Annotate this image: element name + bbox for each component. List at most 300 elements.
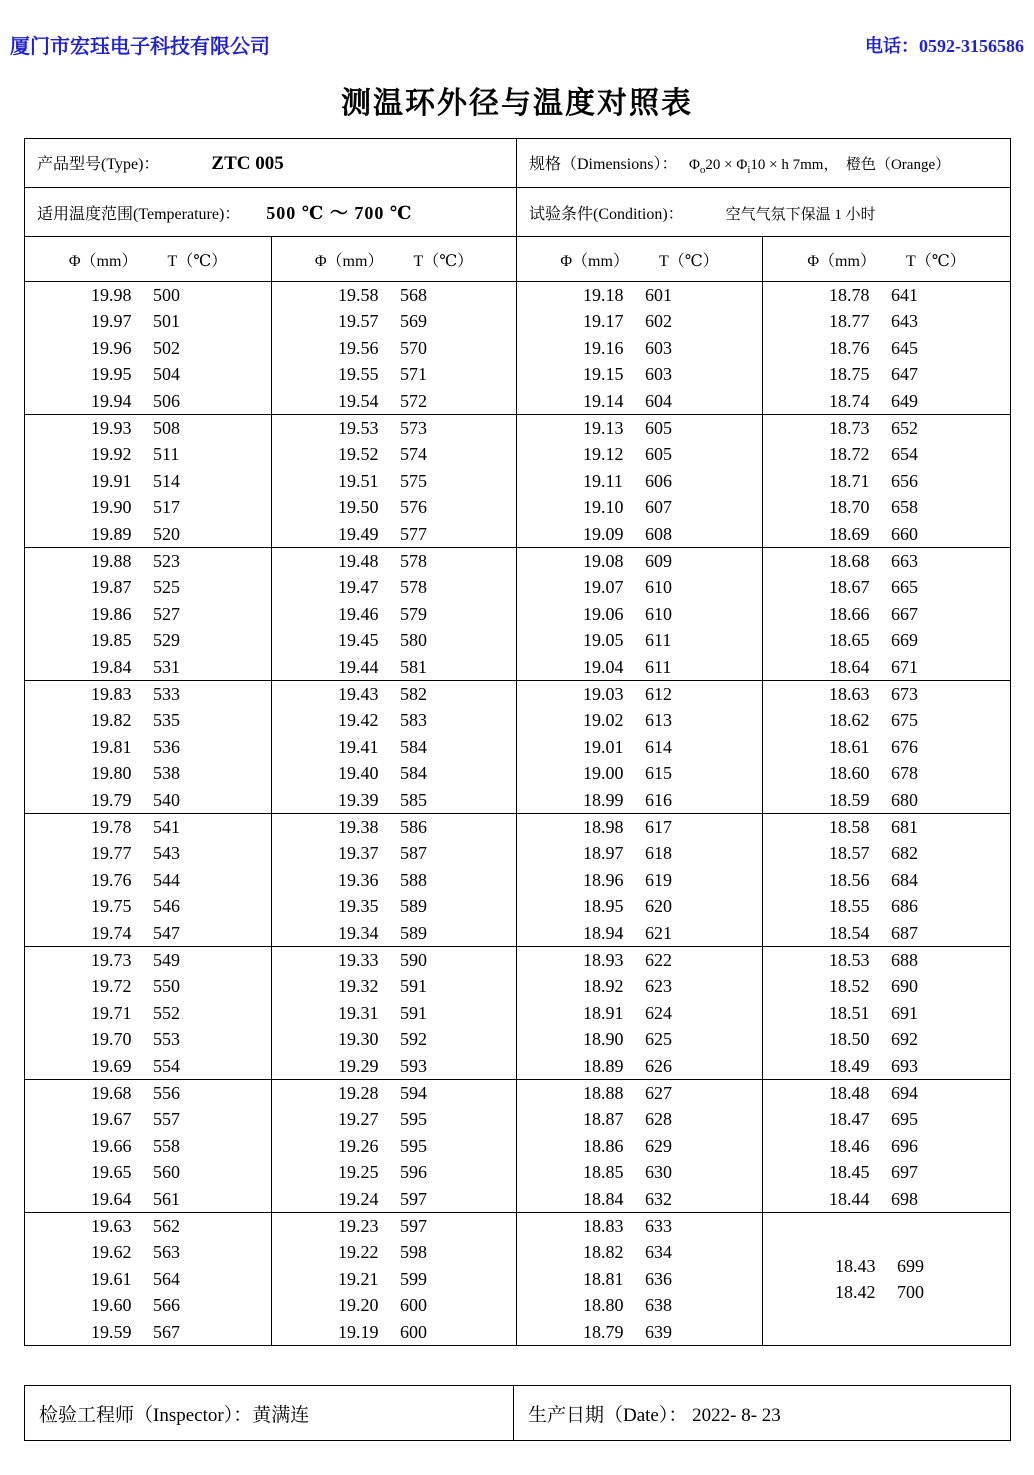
- phi-value: 18.42: [835, 1282, 876, 1302]
- column-header-row: [25, 237, 1011, 282]
- table-row: [763, 654, 1010, 680]
- temperature-value: 643: [891, 311, 918, 332]
- phi-value: 18.80: [583, 1295, 624, 1316]
- phi-value: 18.43: [835, 1255, 876, 1276]
- phi-value: 18.59: [829, 789, 870, 810]
- table-row: [272, 1239, 516, 1265]
- temperature-range-cell: [25, 188, 517, 237]
- data-rows: [517, 814, 762, 946]
- phi-value: 18.78: [829, 285, 870, 306]
- t-column-header: T（℃）: [167, 252, 228, 270]
- phi-value: 19.00: [583, 763, 624, 784]
- phi-value: 19.18: [583, 285, 624, 306]
- phi-value: 19.94: [91, 390, 132, 411]
- phi-value: 18.95: [583, 896, 624, 917]
- phi-value: 19.38: [338, 817, 379, 838]
- table-row: [517, 1026, 762, 1052]
- phi-value: 19.75: [91, 896, 132, 917]
- temperature-value: 622: [645, 950, 672, 971]
- info-row-temperature: [25, 188, 1011, 237]
- temperature-value: 538: [153, 763, 180, 784]
- production-date-label: 生产日期（Date）：: [528, 1404, 688, 1426]
- phi-value: 18.71: [829, 470, 870, 491]
- data-rows: [272, 681, 516, 813]
- phi-value: 19.98: [91, 285, 132, 306]
- phi-value: 19.58: [338, 285, 379, 306]
- temperature-value: 692: [891, 1029, 918, 1050]
- phi-value: 19.90: [91, 497, 132, 518]
- data-block-cell-1: [25, 548, 272, 681]
- phi-value: 19.72: [91, 976, 132, 997]
- phi-value: 18.65: [829, 630, 870, 651]
- phi-value: 19.80: [91, 763, 132, 784]
- temperature-value: 629: [645, 1135, 672, 1156]
- temperature-value: 568: [400, 285, 427, 306]
- phi-value: 18.84: [583, 1188, 624, 1209]
- table-row: [517, 893, 762, 919]
- table-row: [25, 947, 271, 973]
- temperature-value: 611: [645, 656, 672, 677]
- phi-value: 19.53: [338, 418, 379, 439]
- phi-value: 19.09: [583, 523, 624, 544]
- data-block-cell-2: [272, 814, 517, 947]
- temperature-value: 602: [645, 311, 672, 332]
- phi-value: 18.56: [829, 869, 870, 890]
- table-row: [272, 388, 516, 414]
- table-row: [272, 601, 516, 627]
- table-row: [25, 867, 271, 893]
- phi-value: 18.76: [829, 337, 870, 358]
- phi-value: 19.88: [91, 551, 132, 572]
- phi-value: 18.91: [583, 1002, 624, 1023]
- temperature-value: 624: [645, 1002, 672, 1023]
- table-row: [25, 1266, 271, 1292]
- table-row: [272, 282, 516, 308]
- temperature-value: 547: [153, 922, 180, 943]
- phi-value: 19.76: [91, 869, 132, 890]
- table-row: [25, 1239, 271, 1265]
- table-row: [25, 1133, 271, 1159]
- temperature-value: 667: [891, 603, 918, 624]
- temperature-value: 694: [891, 1083, 918, 1104]
- phi-value: 19.30: [338, 1029, 379, 1050]
- table-row: [272, 893, 516, 919]
- temperature-value: 638: [645, 1295, 672, 1316]
- table-row: [517, 335, 762, 361]
- phi-value: 18.68: [829, 551, 870, 572]
- table-row: [763, 282, 1010, 308]
- phi-value: 19.61: [91, 1268, 132, 1289]
- temperature-value: 600: [400, 1295, 427, 1316]
- phi-value: 18.94: [583, 922, 624, 943]
- table-row: [272, 1026, 516, 1052]
- phi-value: 19.43: [338, 684, 379, 705]
- table-row: [25, 760, 271, 786]
- phi-value: 18.73: [829, 418, 870, 439]
- table-row: [272, 734, 516, 760]
- inspector-cell: [25, 1386, 514, 1441]
- temperature-value: 587: [400, 843, 427, 864]
- phi-value: 19.87: [91, 577, 132, 598]
- phi-value: 19.44: [338, 656, 379, 677]
- table-row: [25, 415, 271, 441]
- data-block-cell-4: [763, 548, 1011, 681]
- temperature-value: 684: [891, 869, 918, 890]
- phi-value: 19.81: [91, 736, 132, 757]
- data-rows: [25, 814, 271, 946]
- phi-value: 19.41: [338, 736, 379, 757]
- company-phone: 电话：0592-3156586: [865, 36, 1024, 56]
- inspector-label: 检验工程师（Inspector）：: [39, 1404, 253, 1426]
- table-row: [517, 1080, 762, 1106]
- table-row: [517, 494, 762, 520]
- data-rows: [763, 1213, 1010, 1345]
- temperature-value: 606: [645, 470, 672, 491]
- phi-column-header: Φ（mm）: [560, 252, 629, 270]
- table-row: [517, 1292, 762, 1318]
- temperature-value: 576: [400, 497, 427, 518]
- table-row: [272, 1292, 516, 1318]
- table-row: [25, 548, 271, 574]
- temperature-value: 616: [645, 789, 672, 810]
- phi-value: 19.92: [91, 444, 132, 465]
- table-row: [517, 947, 762, 973]
- table-row: [25, 494, 271, 520]
- table-row: [763, 1000, 1010, 1026]
- phi-value: 18.82: [583, 1242, 624, 1263]
- temperature-value: 504: [153, 364, 180, 385]
- data-block-cell-1: [25, 282, 272, 415]
- table-row: [25, 734, 271, 760]
- phi-value: 18.66: [829, 603, 870, 624]
- phi-value: 19.28: [338, 1083, 379, 1104]
- temperature-value: 613: [645, 710, 672, 731]
- phi-value: 18.79: [583, 1321, 624, 1342]
- phi-value: 19.84: [91, 656, 132, 677]
- table-row: [272, 627, 516, 653]
- column-header-3: [517, 237, 763, 282]
- phi-value: 19.40: [338, 763, 379, 784]
- temperature-value: 608: [645, 523, 672, 544]
- temperature-value: 619: [645, 869, 672, 890]
- temperature-value: 634: [645, 1242, 672, 1263]
- data-rows: [517, 681, 762, 813]
- temperature-value: 562: [153, 1216, 180, 1237]
- phi-value: 18.96: [583, 869, 624, 890]
- temperature-value: 615: [645, 763, 672, 784]
- table-row: [763, 787, 1010, 813]
- temperature-value: 612: [645, 684, 672, 705]
- data-rows: [517, 947, 762, 1079]
- phi-value: 19.04: [583, 656, 624, 677]
- data-rows: [25, 282, 271, 414]
- data-block-cell-3: [517, 415, 763, 548]
- phi-value: 18.50: [829, 1029, 870, 1050]
- dimensions-cell: [517, 139, 1011, 188]
- temperature-value: 561: [153, 1188, 180, 1209]
- temperature-value: 601: [645, 285, 672, 306]
- temperature-value: 578: [400, 577, 427, 598]
- table-row: [517, 1319, 762, 1345]
- temperature-value: 688: [891, 950, 918, 971]
- temperature-value: 556: [153, 1083, 180, 1104]
- table-row: [517, 1266, 762, 1292]
- table-row: [25, 787, 271, 813]
- temperature-value: 620: [645, 896, 672, 917]
- phi-value: 19.65: [91, 1162, 132, 1183]
- temperature-value: 611: [645, 630, 672, 651]
- table-row: [25, 282, 271, 308]
- phi-value: 19.21: [338, 1268, 379, 1289]
- data-block-cell-3: [517, 282, 763, 415]
- data-rows: [272, 415, 516, 547]
- phi-value: 19.29: [338, 1055, 379, 1076]
- temperature-value: 693: [891, 1055, 918, 1076]
- phi-value: 18.70: [829, 497, 870, 518]
- temperature-value: 641: [891, 285, 918, 306]
- phi-value: 18.93: [583, 950, 624, 971]
- table-row: [25, 1053, 271, 1079]
- temperature-value: 579: [400, 603, 427, 624]
- table-row: [25, 1026, 271, 1052]
- temperature-value: 563: [153, 1242, 180, 1263]
- phi-value: 19.36: [338, 869, 379, 890]
- phi-value: 18.83: [583, 1216, 624, 1237]
- data-block-cell-4: [763, 814, 1011, 947]
- table-row: [272, 973, 516, 999]
- phi-outer-symbol: Φ: [688, 156, 700, 173]
- table-row: [25, 521, 271, 547]
- temperature-value: 589: [400, 896, 427, 917]
- company-name: 厦门市宏珏电子科技有限公司: [10, 36, 270, 58]
- table-row: [25, 441, 271, 467]
- table-row: [763, 867, 1010, 893]
- temperature-value: 578: [400, 551, 427, 572]
- table-row: [763, 308, 1010, 334]
- temperature-value: 501: [153, 311, 180, 332]
- data-block-cell-2: [272, 548, 517, 681]
- table-row: [763, 1279, 1010, 1305]
- phi-value: 19.19: [338, 1321, 379, 1342]
- table-row: [763, 947, 1010, 973]
- phi-value: 18.63: [829, 684, 870, 705]
- table-row: [272, 468, 516, 494]
- table-row: [517, 1106, 762, 1132]
- table-row: [763, 627, 1010, 653]
- temperature-value: 591: [400, 976, 427, 997]
- data-block-cell-3: [517, 814, 763, 947]
- temperature-value: 517: [153, 497, 180, 518]
- phi-value: 19.45: [338, 630, 379, 651]
- temperature-value: 630: [645, 1162, 672, 1183]
- temperature-value: 592: [400, 1029, 427, 1050]
- temperature-value: 591: [400, 1002, 427, 1023]
- phi-value: 19.14: [583, 390, 624, 411]
- phi-value: 19.05: [583, 630, 624, 651]
- phi-value: 19.48: [338, 551, 379, 572]
- phi-value: 19.35: [338, 896, 379, 917]
- data-block-cell-2: [272, 947, 517, 1080]
- table-row: [272, 415, 516, 441]
- table-row: [517, 973, 762, 999]
- table-row: [763, 601, 1010, 627]
- dimensions-color-value: 橙色（Orange）: [845, 156, 951, 173]
- phi-value: 18.53: [829, 950, 870, 971]
- table-row: [25, 840, 271, 866]
- data-block-cell-2: [272, 1213, 517, 1346]
- phi-value: 19.34: [338, 922, 379, 943]
- data-rows: [517, 1213, 762, 1345]
- test-condition-label: 试验条件(Condition)：: [529, 205, 684, 223]
- table-row: [25, 388, 271, 414]
- table-row: [272, 1186, 516, 1212]
- table-row: [272, 361, 516, 387]
- phi-value: 19.78: [91, 817, 132, 838]
- phi-value: 19.46: [338, 603, 379, 624]
- phi-value: 18.55: [829, 896, 870, 917]
- data-rows: [272, 814, 516, 946]
- temperature-value: 523: [153, 551, 180, 572]
- data-block-cell-4: [763, 1080, 1011, 1213]
- phi-value: 19.85: [91, 630, 132, 651]
- table-row: [272, 920, 516, 946]
- data-block-cell-1: [25, 1080, 272, 1213]
- phi-value: 18.47: [829, 1109, 870, 1130]
- temperature-value: 511: [153, 444, 180, 465]
- temperature-range-label: 适用温度范围(Temperature)：: [37, 206, 241, 223]
- phi-value: 18.89: [583, 1055, 624, 1076]
- phi-value: 19.33: [338, 950, 379, 971]
- temperature-value: 603: [645, 337, 672, 358]
- phi-value: 18.92: [583, 976, 624, 997]
- phi-value: 19.01: [583, 736, 624, 757]
- temperature-value: 632: [645, 1188, 672, 1209]
- phi-value: 18.85: [583, 1162, 624, 1183]
- table-row: [272, 681, 516, 707]
- table-row: [517, 867, 762, 893]
- temperature-value: 673: [891, 684, 918, 705]
- phi-value: 19.23: [338, 1216, 379, 1237]
- table-row: [763, 388, 1010, 414]
- data-rows: [517, 1080, 762, 1212]
- temperature-value: 502: [153, 337, 180, 358]
- table-row: [517, 707, 762, 733]
- phi-value: 19.50: [338, 497, 379, 518]
- document-header: [0, 30, 1034, 60]
- data-block-row: [25, 282, 1011, 415]
- temperature-value: 588: [400, 869, 427, 890]
- temperature-value: 529: [153, 630, 180, 651]
- data-block-row: [25, 681, 1011, 814]
- signoff-table: [24, 1385, 1011, 1441]
- table-row: [517, 734, 762, 760]
- temperature-value: 596: [400, 1162, 427, 1183]
- phi-value: 18.60: [829, 763, 870, 784]
- temperature-value: 628: [645, 1109, 672, 1130]
- table-row: [517, 1239, 762, 1265]
- phi-value: 18.51: [829, 1002, 870, 1023]
- table-row: [517, 627, 762, 653]
- data-rows: [517, 415, 762, 547]
- phi-value: 19.63: [91, 1216, 132, 1237]
- temperature-range-value: 500 ℃ ～ 700 ℃: [266, 203, 413, 223]
- temperature-value: 647: [891, 364, 918, 385]
- table-row: [763, 1133, 1010, 1159]
- data-block-cell-1: [25, 814, 272, 947]
- product-type-cell: [25, 139, 517, 188]
- phi-value: 19.82: [91, 710, 132, 731]
- table-row: [272, 1319, 516, 1345]
- phi-inner-symbol: Φ: [736, 156, 748, 173]
- table-row: [25, 920, 271, 946]
- table-row: [272, 1053, 516, 1079]
- temperature-value: 633: [645, 1216, 672, 1237]
- temperature-value: 610: [645, 577, 672, 598]
- temperature-value: 636: [645, 1268, 672, 1289]
- table-row: [25, 1186, 271, 1212]
- phi-value: 19.32: [338, 976, 379, 997]
- temperature-value: 627: [645, 1083, 672, 1104]
- signoff-row: [25, 1386, 1011, 1441]
- dimensions-label: 规格（Dimensions）：: [529, 155, 678, 173]
- table-row: [272, 548, 516, 574]
- temperature-value: 543: [153, 843, 180, 864]
- phi-value: 19.24: [338, 1188, 379, 1209]
- temperature-value: 598: [400, 1242, 427, 1263]
- temperature-value: 574: [400, 444, 427, 465]
- table-row: [25, 1319, 271, 1345]
- test-condition-cell: [517, 188, 1011, 237]
- temperature-value: 686: [891, 896, 918, 917]
- data-rows: [763, 814, 1010, 946]
- temperature-value: 550: [153, 976, 180, 997]
- table-row: [763, 1159, 1010, 1185]
- temperature-value: 696: [891, 1135, 918, 1156]
- table-row: [272, 308, 516, 334]
- data-rows: [272, 548, 516, 680]
- table-row: [272, 494, 516, 520]
- phi-inner-subscript: i: [747, 163, 751, 176]
- table-row: [517, 920, 762, 946]
- phi-value: 18.72: [829, 444, 870, 465]
- phi-value: 19.47: [338, 577, 379, 598]
- data-block-cell-4: [763, 282, 1011, 415]
- temperature-value: 605: [645, 444, 672, 465]
- phi-value: 18.49: [829, 1055, 870, 1076]
- table-row: [25, 468, 271, 494]
- temperature-value: 544: [153, 869, 180, 890]
- phi-value: 19.69: [91, 1055, 132, 1076]
- phi-value: 19.12: [583, 444, 624, 465]
- phi-value: 19.11: [583, 470, 623, 491]
- phi-inner-value: 10 × h 7mm，: [750, 156, 839, 173]
- temperature-value: 584: [400, 736, 427, 757]
- table-row: [25, 681, 271, 707]
- temperature-value: 520: [153, 523, 180, 544]
- temperature-value: 654: [891, 444, 918, 465]
- temperature-value: 610: [645, 603, 672, 624]
- data-block-cell-3: [517, 1213, 763, 1346]
- phi-value: 19.39: [338, 789, 379, 810]
- temperature-value: 681: [891, 817, 918, 838]
- phi-value: 19.16: [583, 337, 624, 358]
- table-row: [25, 308, 271, 334]
- temperature-value: 603: [645, 364, 672, 385]
- table-row: [272, 1000, 516, 1026]
- phi-value: 19.22: [338, 1242, 379, 1263]
- temperature-value: 614: [645, 736, 672, 757]
- data-block-cell-2: [272, 681, 517, 814]
